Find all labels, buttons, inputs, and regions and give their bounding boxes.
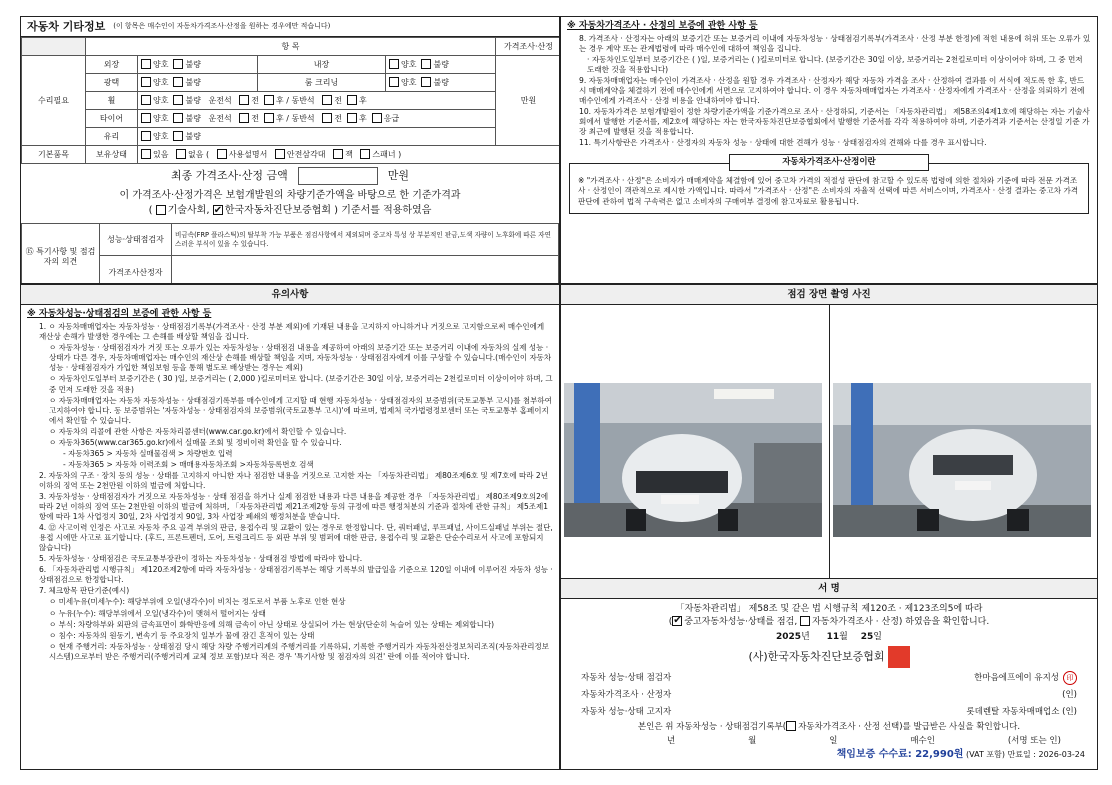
list-item: ㅇ 미세누유(미세누수): 해당부위에 오일(냉각수)이 비치는 정도로서 부품 노후로 인한 현상 [49,597,346,607]
list-item: 10. 자동차가격은 보험개발원이 정한 차량기준가액을 기준가격으로 조사 · 산정하되, 기준서는 「자동차관리법」 제58조의4제1호에 해당하는 자는 기술사회에서 발행한 기준서를, 제2호에 해당하는 자는 한국자동차진단보증협회에서 발행한 기준서를 각각 적용하여야 하며, 기준가격과 기준서는 산정일 기준 가장 최근에 발행된 것을 적용합니다. [579,107,1090,137]
list-item: 9. 자동차매매업자는 매수인이 가격조사 · 산정을 원할 경우 가격조사 · 산정자가 해당 자동차 가격을 조사 · 산정하여 결과를 이 서식에 적도록 한 후, 반드시 매매계약을 체결하기 전에 매수인에게 서면으로 고지하여야 합니다. 이 경우 자동차매매업자는 가격조사 · 산정자에게 가격조사 · 산정을 의뢰하기 전에 매수인에게 가격조사 · 산정 비용을 안내하여야 합니다. [579,76,1085,106]
pricer-row [567,687,1091,704]
tire-good-checkbox[interactable] [141,113,151,123]
passenger-label: / 동반석 [286,96,315,105]
final-price-unit: 만원 [387,169,409,183]
list-item: · 자동차인도일부터 보증기간은 ( )일, 보증거리는 ( )킬로미터로 합니다. (보증기간은 30일 이상, 보증거리는 2천킬로미터 이상이어야 하며, 그 중 먼저 도래한 것을 적용합니다) [587,55,1083,75]
possess-yes-checkbox[interactable] [141,149,151,159]
photo-area [561,305,1097,579]
list-item: 6. 「자동차관리법 시행규칙」 제120조제2항에 따라 자동차성능 · 상태점검기록부는 해당 기록부의 발급일을 기준으로 120일 이내에 이루어진 자동차 성능 · 상태점검으로 한정합니다. [39,565,553,585]
inspection-photo-front [564,383,822,537]
notifier-seal: (인) [1062,706,1077,717]
special-notes-table [21,223,559,284]
list-item: ㅇ 현재 주행거리: 자동차성능 · 상태점검 당시 해당 차량 주행거리계의 주행거리를 기록하되, 기록한 주행거리가 자동차전산정보처리조직(자동차관리정보시스템)으로부터 받은 주행거리(주행거리계 교체 정보 포함)보다 적은 경우 '특기사항 및 점검자의 의견' 란에 이를 적어야 합니다. [49,641,550,661]
final-price-row [21,164,559,188]
wheel-good-checkbox[interactable] [141,95,151,105]
list-item: ㅇ 자동차인도일부터 보증기간은 ( 30 )일, 보증거리는 ( 2,000 )킬로미터로 합니다. (보증기간은 30일 이상, 보증거리는 2천킬로미터 이상이어야 하며, 그 중 먼저 도래한 것을 적용) [49,374,553,394]
opt-label: 응급 [383,114,400,123]
list-item: ㅇ 누유(누수): 해당부위에서 오일(냉각수)이 맺혀서 떨어지는 상태 [49,608,266,618]
org-name: (사)한국자동차진단보증협회 [748,650,885,664]
opt-label: 후 [275,96,284,105]
list-item: ㅇ 부식: 차량하부와 외판의 금속표면이 화학반응에 의해 금속이 아닌 상태로 상실되어 가는 현상(단순히 녹슬어 있는 상태는 제외합니다) [49,619,494,629]
tire-driver-front-checkbox[interactable] [239,113,249,123]
sign-date [567,631,1091,644]
date-month: 11 [826,632,840,643]
price-inspector-label: 가격조사산정자 [100,256,172,285]
inspector-row [567,670,1091,687]
jack-checkbox[interactable] [333,149,343,159]
opt-label: 있음 [153,150,169,159]
buyer-sign[interactable]: (서명 또는 인) [1007,736,1061,747]
opt-label: 불량 [433,78,449,87]
opt-label: 불량 [185,96,201,105]
possess-label: 보유상태 [86,146,138,164]
list-item: - 자동차365 > 자동차 이력조회 > 매매용자동차조회 >자동차등록번호 검색 [63,459,314,469]
list-item: 5. 자동차성능 · 상태점검은 국토교통부장관이 정하는 자동차성능 · 상태점검 방법에 따라야 합니다. [39,554,363,564]
tire-label: 타이어 [86,110,138,128]
list-item: 7. 체크항목 판단기준(예시) [39,586,130,596]
possess-no-checkbox[interactable] [176,149,186,159]
triangle-checkbox[interactable] [275,149,285,159]
opt-label: 양호 [401,60,417,69]
inspector-opinion: 비금속(FRP 플라스틱)의 탈부착 가능 부품은 점검사항에서 제외되며 중고차 특성 상 부분적인 판금,도색 자량이 노후화에 따른 자연스러운 부식이 있을 수 있습니다. [172,224,559,256]
opt-label: 전 [251,96,259,105]
list-item: ㅇ 자동차365(www.car365.go.kr)에서 실매물 조회 및 정비이력 확인을 할 수 있습니다. [49,437,342,447]
opt-label: 불량 [185,114,201,123]
legal-basis: 「자동차관리법」 제58조 및 같은 법 시행규칙 제120조 · 제123조의5에 따라 [675,604,983,614]
list-item: ㅇ 침수: 자동차의 원동기, 변속기 등 주요장치 일부가 물에 잠긴 흔적이 있는 상태 [49,630,315,640]
day-unit: 일 [873,632,882,643]
org-line [567,646,1091,668]
inspection-photo-rear [833,383,1091,537]
guarantee-title: ※ 자동차가격조사 · 산정의 보증에 관한 사항 등 [567,21,758,31]
interior-good-checkbox[interactable] [389,59,399,69]
date-day: 25 [860,632,874,643]
paren-open: ( [148,205,153,216]
inspector-label: 성능·상태점검자 [100,224,172,256]
opt-label: 불량 [433,60,449,69]
signature-bar: 서 명 [561,579,1097,599]
final-price-input[interactable] [298,167,378,185]
buyer-row [567,733,1091,749]
interior-label: 내장 [258,56,386,74]
tire-driver-rear-checkbox[interactable] [264,113,274,123]
exterior-bad-checkbox[interactable] [173,59,183,69]
notice-panel [20,284,560,770]
price-check-checkbox[interactable] [800,616,810,626]
list-item: ㅇ 자동차의 리콜에 관한 사항은 자동차리콜센터(www.car.go.kr)에서 확인할 수 있습니다. [49,426,347,436]
list-item: 1. ㅇ 자동차매매업자는 자동차성능 · 상태점검기록부(가격조사 · 산정 부분 제외)에 기재된 내용을 고지하지 아니하거나 거짓으로 고지함으로써 매수인에게 재산상 손해가 발생한 경우에는 그 손해를 배상할 책임을 집니다. [39,322,545,342]
notifier-name: 롯데렌탈 자동차매매업소 [966,706,1060,717]
list-item: - 자동차365 > 자동차 실매물검색 > 차량번호 입력 [63,448,233,458]
kadis-label: 한국자동차진단보증협회 [224,205,331,216]
price-definition-title: 자동차가격조사·산정이란 [729,154,929,171]
tire-pass-rear-checkbox[interactable] [347,113,357,123]
pricer-label: 자동차가격조사 · 산정자 [581,690,672,701]
tire-pass-front-checkbox[interactable] [322,113,332,123]
opt-label: 불량 [185,132,201,141]
wheel-bad-checkbox[interactable] [173,95,183,105]
buyer-month: 월 [748,736,757,747]
list-item: ㅇ 자동차성능 · 상태점검자가 거짓 또는 오류가 있는 자동차성능 · 상태점검 내용을 제공하여 아래의 보증기간 또는 보증거리 이내에 자동차의 실제 성능 · 상태가 다른 경우, 자동차매매업자는 매수인의 재산상 손해를 배상할 책임을 지며, 자동차성능 · 상태점검자에게 이를 구상할 수 있습니다.(매수인이 자동차성능 · 상태점검자가 가입한 책임보험 등을 통해 별도로 배상받는 경우는 제외) [49,343,552,373]
month-unit: 월 [839,632,848,643]
opt-label: 전 [334,114,342,123]
wheel-driver-front-checkbox[interactable] [239,95,249,105]
list-item: 2. 자동차의 구조 · 장치 등의 성능 · 상태를 고지하지 아니한 자나 점검한 내용을 거짓으로 고지한 자는 「자동차관리법」 제80조제6호 및 제7호에 따라 2년 이하의 징역 또는 2천만원 이하의 벌금에 처합니다. [39,470,548,490]
opt-label: 잭 [345,150,353,159]
manual-checkbox[interactable] [217,149,227,159]
price-definition-text: ※ "가격조사 · 산정"은 소비자가 매매계약을 체결함에 있어 중고차 가격의 적절성 판단에 참고할 수 있도록 법령에 의한 절차와 기준에 따라 전문 가격조사 · 산정인이 객관적으로 제시한 가액입니다. 따라서 "가격조사 · 산정"은 소비자의 자율적 선택에 따른 서비스이며, 가격조사 · 산정 결과는 중고차 가격판단에 관하여 법적 구속력은 없고 소비자의 구매여부 결정에 참고자료로 활용됩니다. [569,163,1089,214]
list-item: 4. ⑫ 사고이력 인정은 사고로 자동차 주요 골격 부위의 판금, 용접수리 및 교환이 있는 경우로 한정합니다. 단, 쿼터패널, 루프패널, 사이드실패널 부위는 절단, 용접 시에만 사고로 표기합니다. (후드, 프론트펜더, 도어, 트렁크리드 등 외판 부위 및 범퍼에 대한 판금, 용접수리 및 교환은 단순수리로서 사고에 포함되지 않습니다) [39,523,553,553]
glass-good-checkbox[interactable] [141,131,151,141]
price-guarantee-panel [560,16,1098,284]
spanner-checkbox[interactable] [360,149,370,159]
opt-label: 사용설명서 [228,150,268,159]
tech-society-label: 기술사회, [167,205,210,216]
wheel-pass-rear-checkbox[interactable] [347,95,357,105]
confirm-options: (✔ 중고자동차성능·상태를 점검, 자동차가격조사 · 산정) 하였음을 확인합니다. [567,616,1091,629]
opt-label: 양호 [153,96,169,105]
opt-label: 양호 [401,78,417,87]
list-item: 8. 가격조사 · 산정자는 아래의 보증기간 또는 보증거리 이내에 자동차성능 · 상태점검기록부(가격조사 · 산정 부분 한정)에 적힌 내용에 허위 또는 오류가 있는 경우 계약 또는 관계법령에 따라 매수인에 대하여 책임을 집니다. [579,34,1091,54]
opt-label: 안전삼각대 [286,150,326,159]
notifier-row [567,704,1091,721]
list-item: 3. 자동차성능 · 상태점검자가 거짓으로 자동차성능 · 상태 점검을 하거나 실제 점검한 내용과 다른 내용을 제공한 경우 「자동차관리법」 제80조제9호의2에 따라 2년 이하의 징역 또는 2천만원 이하의 벌금에 처하며, 「자동차관리법 제21조제2항 등의 규정에 따른 행정처분의 기준과 절차에 관한 규칙」 제5조제1항에 따라 1차 사업정지 30일, 2차 사업정지 90일, 3차 사업장 폐쇄의 행정처분을 받습니다. [39,492,549,522]
repair-table: 항 목 가격조사·산정 수리필요 외장 양호 불량 내장 양호 불량 만원 광택 양호 불량 룸 크리닝 양호 불량 휠 양호 불량 운전석 전 후 / 동반석 전 후 타이어 양호 불량 운전석 전 후 / 동반석 전 후 응급 유리 양호 불량 기본품목 보유상태 있음 없음 ( 사용설명서 안전삼각대 잭 스패너 ) [21,37,560,164]
date-year: 2025 [776,632,802,643]
kadis-checkbox[interactable] [213,205,223,215]
buyer-year: 년 [667,736,676,747]
gloss-good-checkbox[interactable] [141,77,151,87]
room-bad-checkbox[interactable] [421,77,431,87]
exterior-good-checkbox[interactable] [141,59,151,69]
fee-vat: (VAT 포함) [966,749,1005,759]
pricer-seal[interactable]: (인) [1062,690,1077,701]
confirm-opt: 자동차가격조사 · 산정 선택)를 발급받은 사실을 확인합니다. [798,721,1021,732]
wheel-pass-front-checkbox[interactable] [322,95,332,105]
buyer-price-checkbox[interactable] [786,721,796,731]
opt-label: 전 [334,96,342,105]
opt-label: 전 [251,114,259,123]
vehicle-info-header [21,17,559,37]
tech-society-checkbox[interactable] [156,205,166,215]
opt-label: 양호 [153,132,169,141]
inspector-name: 한마음에프에이 유지성 [974,673,1059,684]
list-item: 11. 특기사항란은 가격조사 · 산정자의 자동차 성능 · 상태에 대한 견해가 성능 · 상태점검자의 견해와 다를 경우 표시합니다. [579,138,987,148]
opt-label: 양호 [153,60,169,69]
room-clean-label: 룸 크리닝 [258,74,386,92]
repair-label: 수리필요 [22,56,86,146]
gloss-label: 광택 [86,74,138,92]
opt1-label: 중고자동차성능·상태를 점검, [684,617,798,628]
year-unit: 년 [801,632,810,643]
used-car-check-checkbox[interactable] [672,616,682,626]
expiry-date: 만료일 : 2026-03-24 [1007,749,1085,759]
glass-label: 유리 [86,128,138,146]
fee-line [567,749,1091,762]
tire-bad-checkbox[interactable] [173,113,183,123]
inspector-seal: 印 [1063,671,1077,685]
col-item: 항 목 [86,38,496,56]
buyer-day: 일 [829,736,838,747]
opt-label: 없음 [188,150,204,159]
vehicle-other-info-panel [20,16,560,284]
driver-label: 운전석 [208,114,232,123]
driver-label: 운전석 [208,96,232,105]
opt-label: 스패너 [372,150,396,159]
signature-body [561,599,1097,765]
standard-line-1: 이 가격조사·산정가격은 보험개발원의 차량기준가액을 바탕으로 한 기준가격과 [119,190,461,201]
final-price-label: 최종 가격조사·산정 금액 [170,169,288,183]
photo-divider [829,305,830,578]
notifier-label: 자동차 성능·상태 고지자 [581,706,672,717]
passenger-label: / 동반석 [286,114,315,123]
buyer-label: 매수인 [910,736,935,747]
notice-title: ※ 자동차성능·상태점검의 보증에 관한 사항 등 [27,309,212,319]
interior-bad-checkbox[interactable] [421,59,431,69]
tire-spare-checkbox[interactable] [372,113,382,123]
fee-label: 책임보증 수수료: 22,990원 [836,748,964,760]
inspector-sign-label: 자동차 성능·상태 점검자 [581,673,672,684]
opt-label: 후 [275,114,284,123]
opt2-label: 자동차가격조사 · 산정) 하였음을 확인합니다. [812,617,990,628]
glass-bad-checkbox[interactable] [173,131,183,141]
buyer-confirm [567,721,1091,733]
opt-label: 후 [358,96,367,105]
opt-label: 불량 [185,60,201,69]
guarantee-list [561,34,1097,148]
org-stamp [888,646,910,668]
special-label: ⑮ 특기사항 및 점검자의 의견 [22,224,100,285]
exterior-label: 외장 [86,56,138,74]
vehicle-info-title: 자동차 기타정보 [27,19,106,33]
wheel-driver-rear-checkbox[interactable] [264,95,274,105]
gloss-bad-checkbox[interactable] [173,77,183,87]
standard-statement [21,188,559,218]
opt-label: 양호 [153,78,169,87]
opt-label: 양호 [153,114,169,123]
notice-bar: 유의사항 [21,285,559,305]
price-inspector-opinion[interactable] [172,256,559,285]
wheel-label: 휠 [86,92,138,110]
standard-line-2 [21,203,559,218]
opt-label: 불량 [185,78,201,87]
vehicle-info-subtitle: (이 항목은 매수인이 자동차가격조사·산정을 원하는 경우에만 적습니다) [113,22,331,31]
confirm-text: 본인은 위 자동차성능 · 상태점검기록부( [637,721,787,732]
list-item: ㅇ 자동차매매업자는 자동차 자동차성능 · 상태점검기록부를 매수인에게 고지할 때 현행 자동차성능 · 상태점검자의 보증범위(국토교통부 고시)를 첨부하여 고지하여야 합니다. 동 보증범위는 '자동차성능 · 상태점검자의 보증범위(국토교통부 고시)'에 따르며, 법제처 국가법령정보센터 또는 국토교통부 홈페이지에서 확인할 수 있습니다. [49,395,552,425]
notice-list [21,322,559,662]
room-good-checkbox[interactable] [389,77,399,87]
price-unit: 만원 [496,56,561,146]
basic-label: 기본품목 [22,146,86,164]
opt-label: 후 [358,114,367,123]
standard-line-2-end: ) 기준서를 적용하였음 [334,205,432,216]
photo-sign-panel [560,284,1098,770]
photo-bar: 점검 장면 촬영 사진 [561,285,1097,305]
col-price: 가격조사·산정 [496,38,561,56]
